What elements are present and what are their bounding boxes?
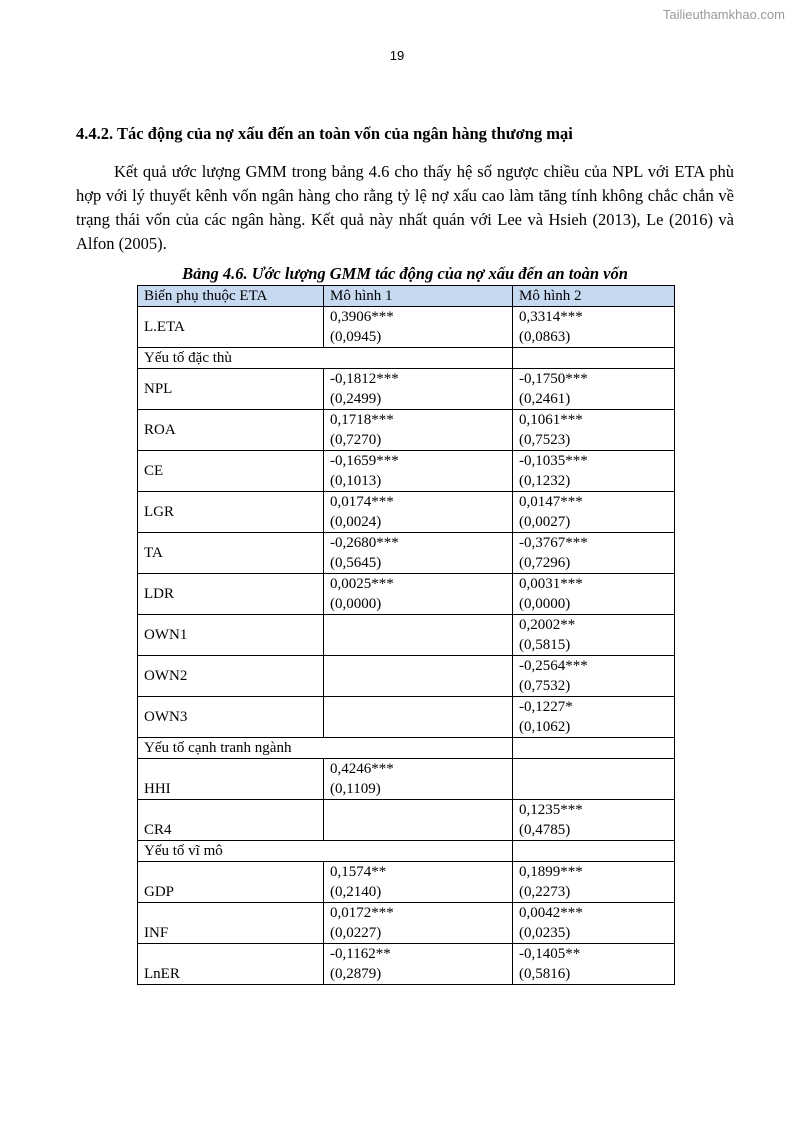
- model-1-cell: [324, 369, 513, 410]
- section-heading: 4.4.2. Tác động của nợ xấu đến an toàn vốn của ngân hàng thương mại: [76, 124, 573, 143]
- std-error: (0,0227): [330, 925, 382, 941]
- header-model-2: Mô hình 2: [513, 286, 675, 307]
- model-2-cell: [513, 307, 675, 348]
- coefficient: -0,1227*: [519, 699, 573, 715]
- model-2-cell: [513, 697, 675, 738]
- table-group-row: [138, 841, 675, 862]
- table-row-roa: [138, 410, 675, 451]
- coefficient: -0,1659***: [330, 453, 399, 469]
- empty-cell: [513, 738, 675, 759]
- row-label: OWN3: [138, 697, 324, 738]
- model-2-cell: [513, 410, 675, 451]
- std-error: (0,0024): [330, 514, 382, 530]
- row-label: CE: [138, 451, 324, 492]
- coefficient: -0,3767***: [519, 535, 588, 551]
- coefficient: 0,3906***: [330, 309, 394, 325]
- coefficient: -0,2680***: [330, 535, 399, 551]
- coefficient: 0,0031***: [519, 576, 583, 592]
- std-error: (0,1109): [330, 781, 381, 797]
- model-1-cell: [324, 903, 513, 944]
- model-1-cell: [324, 307, 513, 348]
- header-dependent-variable: Biến phụ thuộc ETA: [138, 286, 324, 307]
- std-error: (0,2879): [330, 966, 382, 982]
- page-number: 19: [389, 48, 405, 63]
- std-error: (0,2461): [519, 391, 571, 407]
- row-label: HHI: [138, 759, 324, 800]
- table-row-own2: [138, 656, 675, 697]
- std-error: (0,0945): [330, 329, 382, 345]
- coefficient: -0,1035***: [519, 453, 588, 469]
- std-error: (0,4785): [519, 822, 571, 838]
- table-group-row: [138, 348, 675, 369]
- coefficient: 0,2002**: [519, 617, 576, 633]
- table-row-own1: [138, 615, 675, 656]
- std-error: (0,1013): [330, 473, 382, 489]
- coefficient: 0,3314***: [519, 309, 583, 325]
- std-error: (0,5645): [330, 555, 382, 571]
- table-row-lgr: [138, 492, 675, 533]
- empty-cell: [513, 759, 675, 800]
- model-1-cell: [324, 862, 513, 903]
- row-label: L.ETA: [138, 307, 324, 348]
- std-error: (0,1232): [519, 473, 571, 489]
- table-row-ce: [138, 451, 675, 492]
- std-error: (0,2499): [330, 391, 382, 407]
- std-error: (0,1062): [519, 719, 571, 735]
- coefficient: 0,1235***: [519, 802, 583, 818]
- group-label-specific-factors: Yếu tố đặc thù: [138, 348, 513, 369]
- std-error: (0,0000): [330, 596, 382, 612]
- coefficient: 0,1718***: [330, 412, 394, 428]
- row-label: INF: [138, 903, 324, 944]
- coefficient: 0,1899***: [519, 864, 583, 880]
- table-row-inf: [138, 903, 675, 944]
- table-row-hhi: [138, 759, 675, 800]
- coefficient: 0,0174***: [330, 494, 394, 510]
- model-2-cell: [513, 615, 675, 656]
- group-label-competition-factors: Yếu tố cạnh tranh ngành: [138, 738, 513, 759]
- std-error: (0,5816): [519, 966, 571, 982]
- model-2-cell: [513, 800, 675, 841]
- body-paragraph: Kết quả ước lượng GMM trong bảng 4.6 cho thấy hệ số ngược chiều của NPL với ETA phù hợp với lý thuyết kênh vốn ngân hàng cho rằng tỷ lệ nợ xấu cao làm tăng tính không chắc chắn về trạng thái vốn của các ngân hàng. Kết quả này nhất quán với Lee và Hsieh (2013), Le (2016) và Alfon (2005).: [76, 162, 734, 253]
- table-row-npl: [138, 369, 675, 410]
- row-label: GDP: [138, 862, 324, 903]
- empty-cell: [513, 841, 675, 862]
- coefficient: -0,1812***: [330, 371, 399, 387]
- std-error: (0,0000): [519, 596, 571, 612]
- coefficient: 0,0172***: [330, 905, 394, 921]
- row-label: NPL: [138, 369, 324, 410]
- coefficient: 0,0147***: [519, 494, 583, 510]
- model-1-cell: [324, 451, 513, 492]
- model-2-cell: [513, 369, 675, 410]
- row-label: LGR: [138, 492, 324, 533]
- coefficient: 0,4246***: [330, 761, 394, 777]
- table-row-lner: [138, 944, 675, 985]
- coefficient: -0,2564***: [519, 658, 588, 674]
- model-1-cell: [324, 410, 513, 451]
- table-header-row: [138, 286, 675, 307]
- model-2-cell: [513, 574, 675, 615]
- std-error: (0,0235): [519, 925, 571, 941]
- empty-cell: [324, 800, 513, 841]
- model-2-cell: [513, 533, 675, 574]
- std-error: (0,0027): [519, 514, 571, 530]
- model-2-cell: [513, 451, 675, 492]
- model-2-cell: [513, 944, 675, 985]
- empty-cell: [324, 615, 513, 656]
- std-error: (0,0863): [519, 329, 571, 345]
- std-error: (0,2140): [330, 884, 382, 900]
- model-1-cell: [324, 492, 513, 533]
- table-row-own3: [138, 697, 675, 738]
- model-1-cell: [324, 533, 513, 574]
- empty-cell: [324, 697, 513, 738]
- std-error: (0,2273): [519, 884, 571, 900]
- std-error: (0,7523): [519, 432, 571, 448]
- model-1-cell: [324, 944, 513, 985]
- model-2-cell: [513, 862, 675, 903]
- model-2-cell: [513, 903, 675, 944]
- row-label: OWN2: [138, 656, 324, 697]
- model-1-cell: [324, 759, 513, 800]
- empty-cell: [513, 348, 675, 369]
- group-label-macro-factors: Yếu tố vĩ mô: [138, 841, 513, 862]
- empty-cell: [324, 656, 513, 697]
- table-row-leta: [138, 307, 675, 348]
- model-2-cell: [513, 656, 675, 697]
- coefficient: 0,0025***: [330, 576, 394, 592]
- std-error: (0,7270): [330, 432, 382, 448]
- table-row-cr4: [138, 800, 675, 841]
- coefficient: 0,1061***: [519, 412, 583, 428]
- table-row-ldr: [138, 574, 675, 615]
- coefficient: -0,1405**: [519, 946, 581, 962]
- row-label: CR4: [138, 800, 324, 841]
- table-row-gdp: [138, 862, 675, 903]
- coefficient: 0,1574**: [330, 864, 387, 880]
- gmm-results-table: [137, 285, 675, 985]
- row-label: LnER: [138, 944, 324, 985]
- row-label: LDR: [138, 574, 324, 615]
- model-2-cell: [513, 492, 675, 533]
- std-error: (0,5815): [519, 637, 571, 653]
- coefficient: -0,1162**: [330, 946, 391, 962]
- model-1-cell: [324, 574, 513, 615]
- row-label: OWN1: [138, 615, 324, 656]
- header-model-1: Mô hình 1: [324, 286, 513, 307]
- row-label: ROA: [138, 410, 324, 451]
- std-error: (0,7532): [519, 678, 571, 694]
- table-row-ta: [138, 533, 675, 574]
- coefficient: 0,0042***: [519, 905, 583, 921]
- row-label: TA: [138, 533, 324, 574]
- std-error: (0,7296): [519, 555, 571, 571]
- coefficient: -0,1750***: [519, 371, 588, 387]
- table-group-row: [138, 738, 675, 759]
- watermark: Tailieuthamkhao.com: [662, 7, 785, 22]
- table-caption: Bảng 4.6. Ước lượng GMM tác động của nợ xấu đến an toàn vốn: [182, 264, 628, 283]
